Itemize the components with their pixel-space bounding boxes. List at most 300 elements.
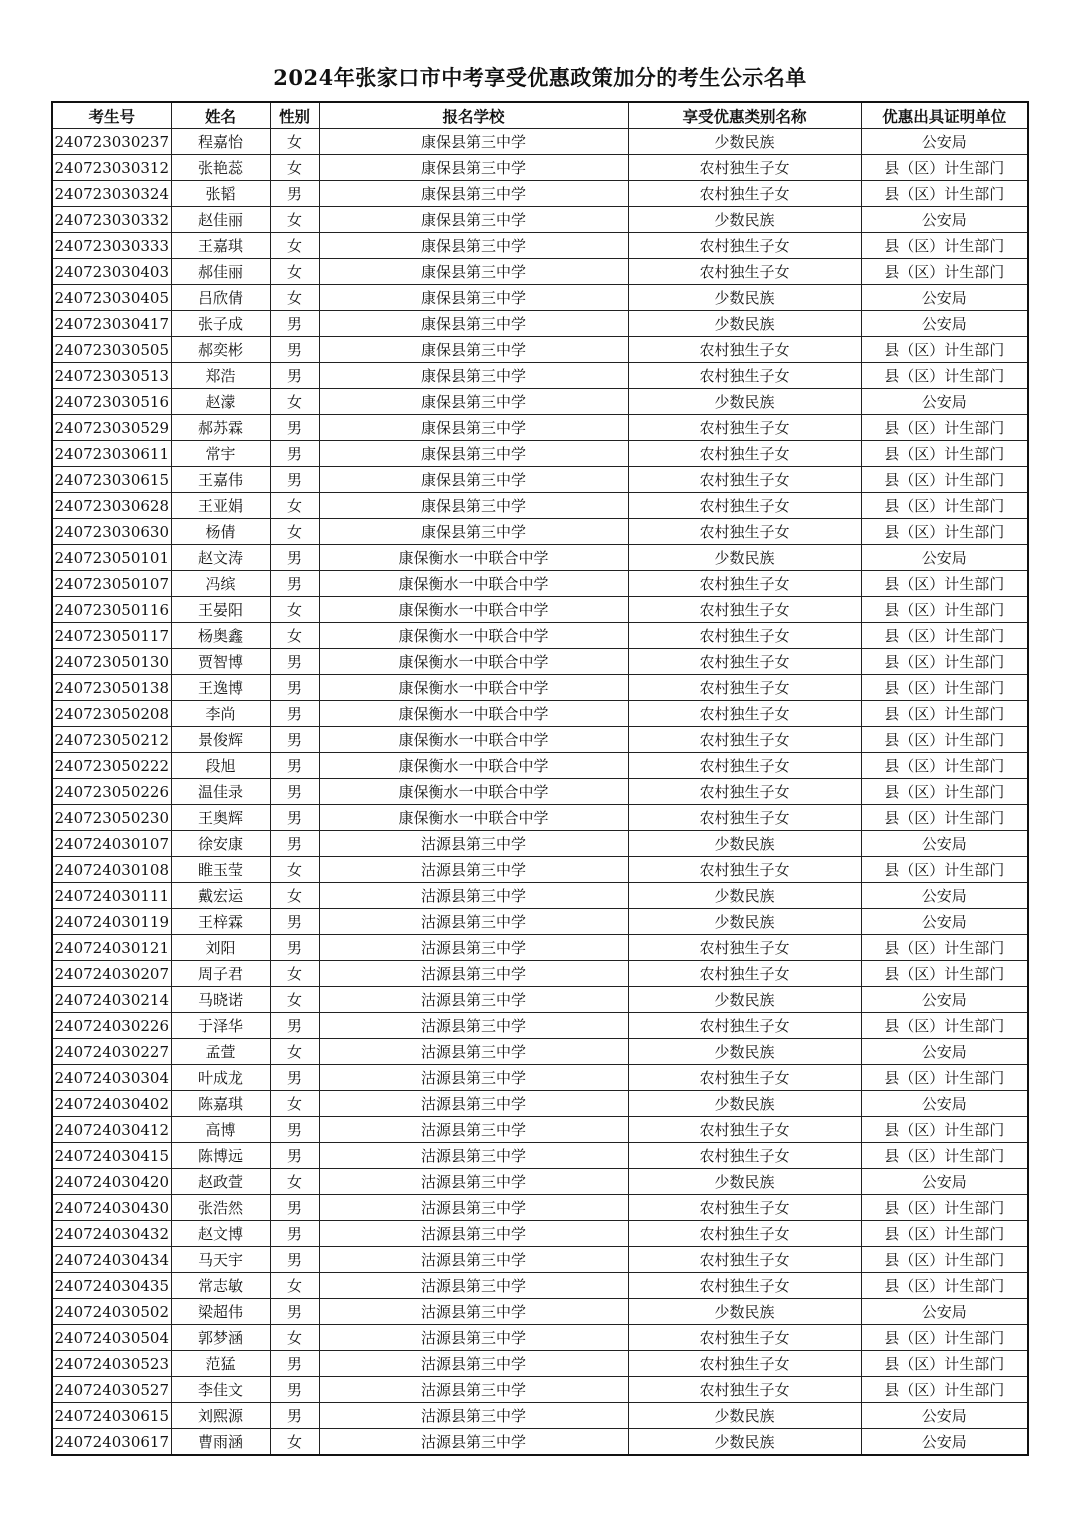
- cell-name: 曹雨涵: [171, 1429, 270, 1456]
- cell-issuer: 县（区）计生部门: [861, 1351, 1028, 1377]
- cell-name: 马天宇: [171, 1247, 270, 1273]
- cell-category: 农村独生子女: [628, 623, 861, 649]
- cell-category: 农村独生子女: [628, 571, 861, 597]
- table-row: [52, 129, 1028, 155]
- cell-category: 农村独生子女: [628, 597, 861, 623]
- col-header-category: 享受优惠类别名称: [628, 102, 861, 129]
- cell-category: 少数民族: [628, 1403, 861, 1429]
- cell-name: 赵政萱: [171, 1169, 270, 1195]
- cell-gender: 女: [270, 883, 319, 909]
- cell-issuer: 县（区）计生部门: [861, 415, 1028, 441]
- cell-gender: 男: [270, 363, 319, 389]
- cell-category: 农村独生子女: [628, 1143, 861, 1169]
- cell-gender: 男: [270, 1065, 319, 1091]
- cell-school: 沽源县第三中学: [319, 1013, 628, 1039]
- cell-gender: 男: [270, 1221, 319, 1247]
- cell-gender: 女: [270, 987, 319, 1013]
- cell-school: 沽源县第三中学: [319, 1221, 628, 1247]
- cell-exam-id: 240723030237: [52, 129, 171, 155]
- cell-gender: 男: [270, 753, 319, 779]
- table-row: [52, 1247, 1028, 1273]
- cell-name: 陈嘉琪: [171, 1091, 270, 1117]
- cell-issuer: 县（区）计生部门: [861, 493, 1028, 519]
- cell-exam-id: 240724030107: [52, 831, 171, 857]
- cell-school: 沽源县第三中学: [319, 1117, 628, 1143]
- cell-school: 康保衡水一中联合中学: [319, 675, 628, 701]
- cell-gender: 女: [270, 1091, 319, 1117]
- cell-issuer: 县（区）计生部门: [861, 337, 1028, 363]
- cell-school: 康保县第三中学: [319, 207, 628, 233]
- table-row: [52, 233, 1028, 259]
- cell-issuer: 公安局: [861, 285, 1028, 311]
- cell-gender: 男: [270, 181, 319, 207]
- table-row: [52, 259, 1028, 285]
- cell-issuer: 县（区）计生部门: [861, 701, 1028, 727]
- cell-gender: 男: [270, 909, 319, 935]
- cell-exam-id: 240723030505: [52, 337, 171, 363]
- cell-name: 戴宏运: [171, 883, 270, 909]
- cell-issuer: 县（区）计生部门: [861, 675, 1028, 701]
- cell-gender: 男: [270, 441, 319, 467]
- cell-exam-id: 240723030516: [52, 389, 171, 415]
- cell-category: 农村独生子女: [628, 961, 861, 987]
- cell-issuer: 县（区）计生部门: [861, 519, 1028, 545]
- cell-gender: 男: [270, 727, 319, 753]
- cell-exam-id: 240724030111: [52, 883, 171, 909]
- cell-gender: 女: [270, 259, 319, 285]
- cell-gender: 男: [270, 1377, 319, 1403]
- cell-exam-id: 240723050226: [52, 779, 171, 805]
- cell-name: 张艳蕊: [171, 155, 270, 181]
- cell-exam-id: 240723050212: [52, 727, 171, 753]
- table-row: [52, 467, 1028, 493]
- cell-school: 康保衡水一中联合中学: [319, 571, 628, 597]
- cell-name: 常志敏: [171, 1273, 270, 1299]
- cell-category: 农村独生子女: [628, 1325, 861, 1351]
- cell-issuer: 县（区）计生部门: [861, 649, 1028, 675]
- cell-school: 康保县第三中学: [319, 311, 628, 337]
- cell-exam-id: 240723050117: [52, 623, 171, 649]
- table-row: [52, 1429, 1028, 1456]
- cell-exam-id: 240724030523: [52, 1351, 171, 1377]
- cell-school: 沽源县第三中学: [319, 1351, 628, 1377]
- cell-gender: 女: [270, 1273, 319, 1299]
- cell-gender: 男: [270, 467, 319, 493]
- table-row: [52, 649, 1028, 675]
- cell-school: 康保衡水一中联合中学: [319, 545, 628, 571]
- cell-name: 徐安康: [171, 831, 270, 857]
- cell-gender: 女: [270, 857, 319, 883]
- cell-gender: 男: [270, 1247, 319, 1273]
- col-header-gender: 性别: [270, 102, 319, 129]
- table-row: [52, 727, 1028, 753]
- cell-issuer: 县（区）计生部门: [861, 961, 1028, 987]
- cell-name: 张浩然: [171, 1195, 270, 1221]
- cell-issuer: 县（区）计生部门: [861, 1143, 1028, 1169]
- cell-name: 郑浩: [171, 363, 270, 389]
- cell-issuer: 县（区）计生部门: [861, 623, 1028, 649]
- cell-category: 农村独生子女: [628, 1065, 861, 1091]
- cell-school: 康保衡水一中联合中学: [319, 649, 628, 675]
- cell-issuer: 县（区）计生部门: [861, 727, 1028, 753]
- cell-issuer: 公安局: [861, 831, 1028, 857]
- cell-school: 康保衡水一中联合中学: [319, 753, 628, 779]
- cell-gender: 男: [270, 649, 319, 675]
- cell-issuer: 公安局: [861, 129, 1028, 155]
- cell-issuer: 县（区）计生部门: [861, 571, 1028, 597]
- cell-exam-id: 240723050138: [52, 675, 171, 701]
- col-header-issuer: 优惠出具证明单位: [861, 102, 1028, 129]
- cell-issuer: 县（区）计生部门: [861, 1221, 1028, 1247]
- cell-gender: 男: [270, 805, 319, 831]
- cell-category: 少数民族: [628, 545, 861, 571]
- cell-issuer: 县（区）计生部门: [861, 1013, 1028, 1039]
- cell-issuer: 公安局: [861, 1299, 1028, 1325]
- cell-name: 范猛: [171, 1351, 270, 1377]
- cell-category: 农村独生子女: [628, 233, 861, 259]
- cell-name: 孟萱: [171, 1039, 270, 1065]
- table-row: [52, 831, 1028, 857]
- cell-issuer: 公安局: [861, 389, 1028, 415]
- cell-issuer: 县（区）计生部门: [861, 155, 1028, 181]
- cell-category: 少数民族: [628, 883, 861, 909]
- cell-exam-id: 240723030332: [52, 207, 171, 233]
- cell-category: 农村独生子女: [628, 701, 861, 727]
- table-row: [52, 987, 1028, 1013]
- cell-exam-id: 240724030304: [52, 1065, 171, 1091]
- cell-category: 农村独生子女: [628, 337, 861, 363]
- table-row: [52, 1403, 1028, 1429]
- cell-issuer: 公安局: [861, 1169, 1028, 1195]
- table-row: [52, 1377, 1028, 1403]
- table-row: [52, 571, 1028, 597]
- cell-name: 贾智博: [171, 649, 270, 675]
- cell-issuer: 公安局: [861, 1429, 1028, 1456]
- cell-name: 王奥辉: [171, 805, 270, 831]
- cell-gender: 男: [270, 311, 319, 337]
- table-row: [52, 1221, 1028, 1247]
- cell-school: 康保衡水一中联合中学: [319, 597, 628, 623]
- cell-name: 景俊辉: [171, 727, 270, 753]
- cell-school: 沽源县第三中学: [319, 831, 628, 857]
- table-row: [52, 1117, 1028, 1143]
- cell-gender: 男: [270, 1143, 319, 1169]
- cell-name: 杨奥鑫: [171, 623, 270, 649]
- table-row: [52, 519, 1028, 545]
- cell-exam-id: 240724030617: [52, 1429, 171, 1456]
- cell-issuer: 县（区）计生部门: [861, 753, 1028, 779]
- cell-name: 张子成: [171, 311, 270, 337]
- cell-exam-id: 240723030333: [52, 233, 171, 259]
- cell-gender: 男: [270, 415, 319, 441]
- cell-category: 少数民族: [628, 1169, 861, 1195]
- cell-gender: 女: [270, 155, 319, 181]
- cell-name: 刘熙源: [171, 1403, 270, 1429]
- table-row: [52, 389, 1028, 415]
- cell-name: 王逸博: [171, 675, 270, 701]
- cell-school: 康保县第三中学: [319, 363, 628, 389]
- cell-gender: 女: [270, 493, 319, 519]
- cell-gender: 男: [270, 1403, 319, 1429]
- cell-category: 农村独生子女: [628, 935, 861, 961]
- page-title: 2024年张家口市中考享受优惠政策加分的考生公示名单: [273, 65, 807, 90]
- cell-school: 康保衡水一中联合中学: [319, 727, 628, 753]
- cell-issuer: 县（区）计生部门: [861, 467, 1028, 493]
- cell-exam-id: 240723030403: [52, 259, 171, 285]
- cell-exam-id: 240724030504: [52, 1325, 171, 1351]
- cell-school: 康保县第三中学: [319, 181, 628, 207]
- cell-exam-id: 240723030324: [52, 181, 171, 207]
- cell-school: 康保县第三中学: [319, 337, 628, 363]
- cell-exam-id: 240724030502: [52, 1299, 171, 1325]
- cell-school: 沽源县第三中学: [319, 1195, 628, 1221]
- cell-school: 沽源县第三中学: [319, 909, 628, 935]
- cell-category: 少数民族: [628, 1299, 861, 1325]
- cell-category: 农村独生子女: [628, 675, 861, 701]
- cell-issuer: 县（区）计生部门: [861, 1273, 1028, 1299]
- cell-gender: 男: [270, 337, 319, 363]
- cell-gender: 男: [270, 1351, 319, 1377]
- table-row: [52, 441, 1028, 467]
- cell-name: 常宇: [171, 441, 270, 467]
- cell-school: 沽源县第三中学: [319, 1429, 628, 1456]
- cell-school: 康保县第三中学: [319, 285, 628, 311]
- cell-exam-id: 240724030108: [52, 857, 171, 883]
- cell-issuer: 县（区）计生部门: [861, 779, 1028, 805]
- table-row: [52, 1325, 1028, 1351]
- cell-category: 农村独生子女: [628, 181, 861, 207]
- cell-category: 农村独生子女: [628, 441, 861, 467]
- col-header-exam-id: 考生号: [52, 102, 171, 129]
- cell-name: 刘阳: [171, 935, 270, 961]
- cell-exam-id: 240724030434: [52, 1247, 171, 1273]
- cell-exam-id: 240724030415: [52, 1143, 171, 1169]
- cell-gender: 女: [270, 961, 319, 987]
- cell-name: 梁超伟: [171, 1299, 270, 1325]
- cell-school: 康保县第三中学: [319, 467, 628, 493]
- cell-exam-id: 240724030615: [52, 1403, 171, 1429]
- table-row: [52, 597, 1028, 623]
- cell-school: 康保县第三中学: [319, 493, 628, 519]
- cell-name: 王嘉琪: [171, 233, 270, 259]
- cell-gender: 女: [270, 623, 319, 649]
- cell-category: 农村独生子女: [628, 805, 861, 831]
- cell-gender: 女: [270, 285, 319, 311]
- cell-exam-id: 240723030312: [52, 155, 171, 181]
- cell-school: 康保县第三中学: [319, 415, 628, 441]
- cell-category: 少数民族: [628, 285, 861, 311]
- cell-exam-id: 240724030527: [52, 1377, 171, 1403]
- cell-school: 沽源县第三中学: [319, 1299, 628, 1325]
- cell-exam-id: 240724030121: [52, 935, 171, 961]
- cell-name: 温佳录: [171, 779, 270, 805]
- cell-gender: 男: [270, 1013, 319, 1039]
- cell-gender: 男: [270, 1299, 319, 1325]
- cell-name: 郝佳丽: [171, 259, 270, 285]
- cell-category: 少数民族: [628, 987, 861, 1013]
- cell-issuer: 公安局: [861, 545, 1028, 571]
- cell-issuer: 县（区）计生部门: [861, 597, 1028, 623]
- cell-exam-id: 240724030430: [52, 1195, 171, 1221]
- cell-gender: 女: [270, 519, 319, 545]
- cell-school: 沽源县第三中学: [319, 987, 628, 1013]
- cell-issuer: 公安局: [861, 1091, 1028, 1117]
- cell-category: 农村独生子女: [628, 467, 861, 493]
- cell-category: 少数民族: [628, 831, 861, 857]
- table-row: [52, 1091, 1028, 1117]
- cell-school: 沽源县第三中学: [319, 1039, 628, 1065]
- table-row: [52, 779, 1028, 805]
- cell-exam-id: 240724030226: [52, 1013, 171, 1039]
- cell-gender: 男: [270, 545, 319, 571]
- cell-school: 沽源县第三中学: [319, 1247, 628, 1273]
- cell-category: 农村独生子女: [628, 1273, 861, 1299]
- col-header-school: 报名学校: [319, 102, 628, 129]
- cell-name: 吕欣倩: [171, 285, 270, 311]
- cell-category: 农村独生子女: [628, 727, 861, 753]
- cell-exam-id: 240724030435: [52, 1273, 171, 1299]
- cell-name: 陈博远: [171, 1143, 270, 1169]
- cell-issuer: 县（区）计生部门: [861, 1195, 1028, 1221]
- table-row: [52, 285, 1028, 311]
- cell-exam-id: 240723030615: [52, 467, 171, 493]
- cell-exam-id: 240723050107: [52, 571, 171, 597]
- cell-category: 农村独生子女: [628, 415, 861, 441]
- cell-gender: 男: [270, 571, 319, 597]
- table-row: [52, 1039, 1028, 1065]
- cell-name: 王晏阳: [171, 597, 270, 623]
- cell-gender: 男: [270, 831, 319, 857]
- cell-gender: 男: [270, 701, 319, 727]
- cell-gender: 男: [270, 935, 319, 961]
- cell-category: 农村独生子女: [628, 649, 861, 675]
- table-row: [52, 1195, 1028, 1221]
- cell-school: 沽源县第三中学: [319, 935, 628, 961]
- cell-school: 沽源县第三中学: [319, 1091, 628, 1117]
- cell-category: 少数民族: [628, 1091, 861, 1117]
- cell-category: 少数民族: [628, 1429, 861, 1456]
- cell-issuer: 公安局: [861, 1403, 1028, 1429]
- cell-name: 程嘉怡: [171, 129, 270, 155]
- cell-exam-id: 240723030611: [52, 441, 171, 467]
- table-row: [52, 337, 1028, 363]
- cell-issuer: 公安局: [861, 987, 1028, 1013]
- cell-name: 王亚娟: [171, 493, 270, 519]
- cell-exam-id: 240723050208: [52, 701, 171, 727]
- cell-exam-id: 240724030432: [52, 1221, 171, 1247]
- cell-category: 农村独生子女: [628, 779, 861, 805]
- table-row: [52, 1273, 1028, 1299]
- cell-category: 农村独生子女: [628, 857, 861, 883]
- table-row: [52, 623, 1028, 649]
- cell-issuer: 公安局: [861, 1039, 1028, 1065]
- cell-name: 郝奕彬: [171, 337, 270, 363]
- cell-category: 农村独生子女: [628, 1221, 861, 1247]
- cell-gender: 女: [270, 1039, 319, 1065]
- cell-name: 张韬: [171, 181, 270, 207]
- cell-exam-id: 240724030402: [52, 1091, 171, 1117]
- cell-exam-id: 240724030207: [52, 961, 171, 987]
- cell-gender: 女: [270, 1169, 319, 1195]
- table-row: [52, 701, 1028, 727]
- cell-issuer: 县（区）计生部门: [861, 805, 1028, 831]
- cell-school: 康保县第三中学: [319, 441, 628, 467]
- cell-name: 赵文涛: [171, 545, 270, 571]
- cell-name: 王梓霖: [171, 909, 270, 935]
- cell-name: 杨倩: [171, 519, 270, 545]
- cell-category: 农村独生子女: [628, 519, 861, 545]
- cell-name: 郝苏霖: [171, 415, 270, 441]
- col-header-name: 姓名: [171, 102, 270, 129]
- table-row: [52, 1351, 1028, 1377]
- cell-name: 马晓诺: [171, 987, 270, 1013]
- table-row: [52, 753, 1028, 779]
- table-row: [52, 935, 1028, 961]
- cell-name: 郭梦涵: [171, 1325, 270, 1351]
- cell-exam-id: 240724030227: [52, 1039, 171, 1065]
- cell-gender: 女: [270, 1325, 319, 1351]
- cell-gender: 女: [270, 207, 319, 233]
- cell-issuer: 县（区）计生部门: [861, 363, 1028, 389]
- table-row: [52, 1169, 1028, 1195]
- cell-issuer: 公安局: [861, 311, 1028, 337]
- cell-school: 沽源县第三中学: [319, 1325, 628, 1351]
- cell-school: 沽源县第三中学: [319, 1065, 628, 1091]
- cell-name: 叶成龙: [171, 1065, 270, 1091]
- cell-name: 周子君: [171, 961, 270, 987]
- table-row: [52, 493, 1028, 519]
- cell-exam-id: 240723030529: [52, 415, 171, 441]
- cell-school: 沽源县第三中学: [319, 883, 628, 909]
- cell-exam-id: 240723030405: [52, 285, 171, 311]
- table-row: [52, 1065, 1028, 1091]
- cell-name: 赵濛: [171, 389, 270, 415]
- cell-issuer: 公安局: [861, 909, 1028, 935]
- cell-school: 沽源县第三中学: [319, 857, 628, 883]
- cell-name: 高博: [171, 1117, 270, 1143]
- cell-name: 冯缤: [171, 571, 270, 597]
- table-row: [52, 155, 1028, 181]
- cell-school: 沽源县第三中学: [319, 961, 628, 987]
- cell-gender: 男: [270, 779, 319, 805]
- cell-category: 少数民族: [628, 129, 861, 155]
- cell-name: 李佳文: [171, 1377, 270, 1403]
- cell-issuer: 县（区）计生部门: [861, 1065, 1028, 1091]
- cell-school: 康保县第三中学: [319, 519, 628, 545]
- table-row: [52, 415, 1028, 441]
- cell-school: 沽源县第三中学: [319, 1143, 628, 1169]
- cell-gender: 女: [270, 597, 319, 623]
- cell-category: 农村独生子女: [628, 155, 861, 181]
- cell-category: 农村独生子女: [628, 493, 861, 519]
- cell-name: 赵佳丽: [171, 207, 270, 233]
- cell-issuer: 县（区）计生部门: [861, 1247, 1028, 1273]
- cell-school: 沽源县第三中学: [319, 1377, 628, 1403]
- cell-school: 康保县第三中学: [319, 129, 628, 155]
- cell-exam-id: 240724030214: [52, 987, 171, 1013]
- cell-exam-id: 240723030630: [52, 519, 171, 545]
- cell-school: 沽源县第三中学: [319, 1169, 628, 1195]
- table-row: [52, 675, 1028, 701]
- cell-gender: 女: [270, 233, 319, 259]
- cell-exam-id: 240723050230: [52, 805, 171, 831]
- table-row: [52, 181, 1028, 207]
- cell-exam-id: 240723050101: [52, 545, 171, 571]
- cell-exam-id: 240723030513: [52, 363, 171, 389]
- cell-category: 少数民族: [628, 207, 861, 233]
- table-row: [52, 909, 1028, 935]
- cell-gender: 女: [270, 389, 319, 415]
